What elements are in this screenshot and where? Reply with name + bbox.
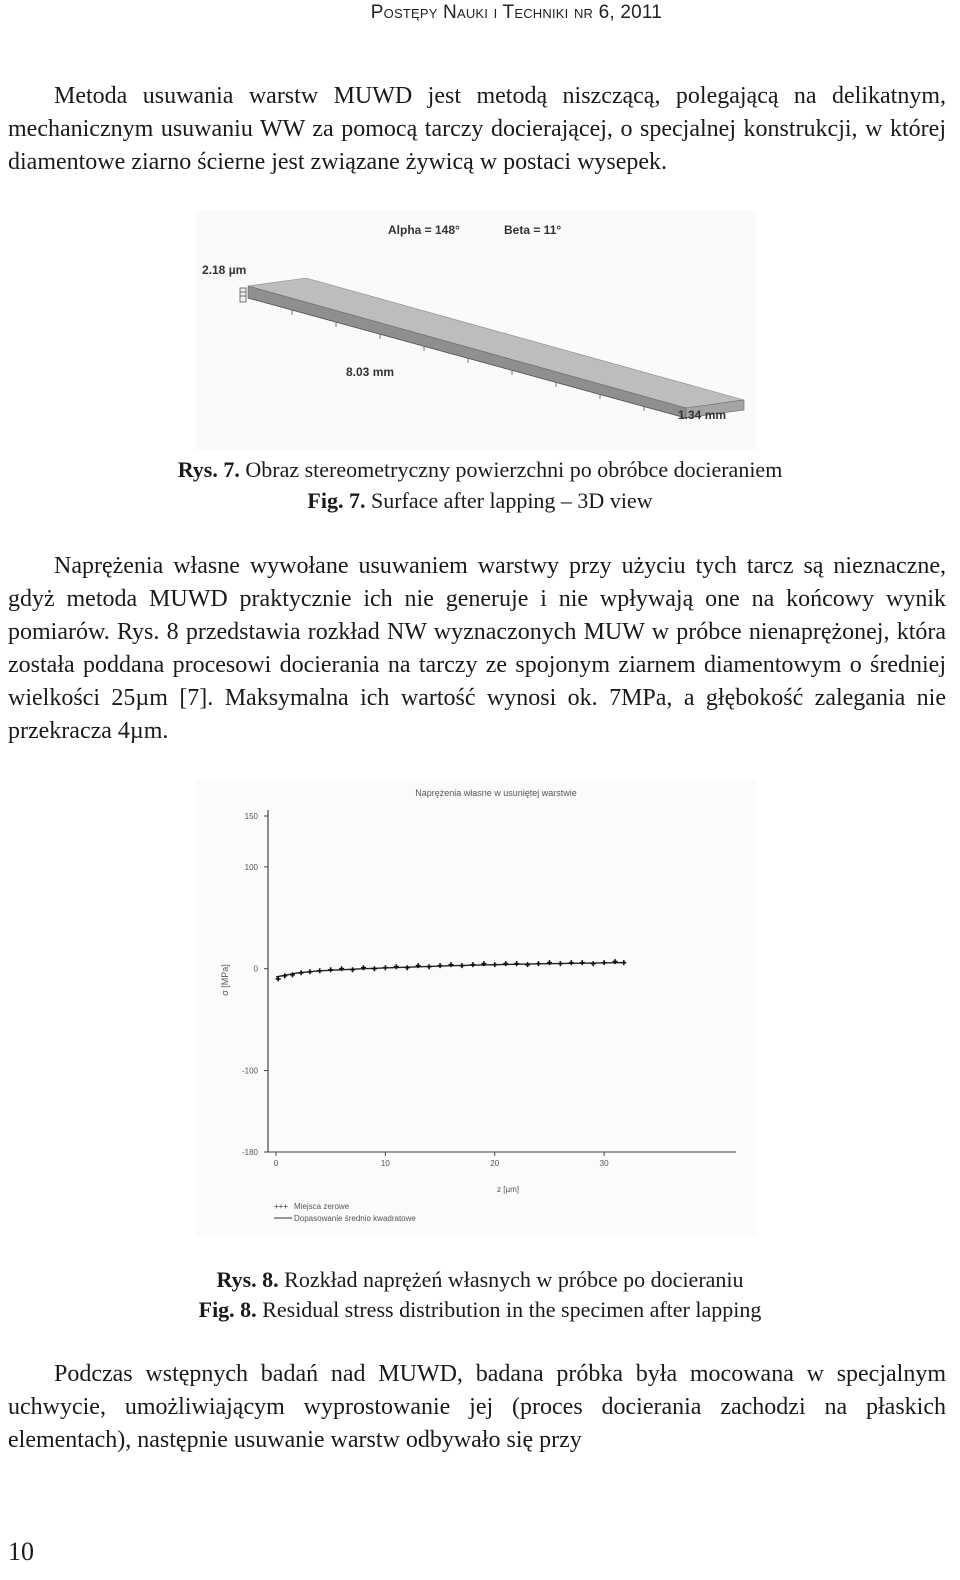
legend-entry-points: Miejsca zerowe bbox=[294, 1202, 350, 1211]
data-point bbox=[282, 973, 287, 978]
legend-entry-fit: Dopasowanie średnio kwadratowe bbox=[294, 1214, 416, 1223]
x-tick-label: 20 bbox=[490, 1159, 500, 1168]
legend bbox=[274, 1202, 416, 1223]
data-point bbox=[525, 962, 530, 967]
data-point bbox=[569, 960, 574, 965]
data-point bbox=[580, 960, 585, 965]
y-tick-label: 0 bbox=[253, 964, 258, 974]
width-label: 1.34 mm bbox=[678, 408, 727, 422]
page-number: 10 bbox=[8, 1537, 34, 1566]
x-axis-label: z [µm] bbox=[497, 1185, 519, 1194]
data-point bbox=[470, 962, 475, 967]
height-label: 2.18 µm bbox=[202, 263, 247, 277]
height-scale bbox=[240, 288, 246, 302]
y-tick-label: -180 bbox=[241, 1148, 258, 1157]
data-point bbox=[299, 970, 304, 975]
data-point bbox=[459, 963, 464, 968]
caption-text: Surface after lapping – 3D view bbox=[365, 488, 653, 513]
caption-number: Fig. 8. bbox=[198, 1297, 257, 1322]
data-point bbox=[317, 968, 322, 973]
alpha-label: Alpha = 148° bbox=[388, 223, 460, 237]
beta-label: Beta = 11° bbox=[504, 223, 562, 237]
data-point bbox=[621, 960, 626, 965]
data-point bbox=[514, 961, 519, 966]
slab-top-face bbox=[248, 278, 744, 408]
data-point bbox=[536, 961, 541, 966]
caption-text: Rozkład naprężeń własnych w próbce po docieraniu bbox=[278, 1267, 744, 1292]
paragraph-1-text: Metoda usuwania warstw MUWD jest metodą niszczącą, polegającą na delikatnym, mechanicznym usuwaniu WW za pomocą tarczy docierającej, o specjalnej konstrukcji, w której diamentowe ziarno ścierne jest związane żywicą w postaci wysepek. bbox=[8, 83, 946, 175]
data-point bbox=[438, 963, 443, 968]
y-tick-label: -100 bbox=[241, 1066, 258, 1076]
x-tick-label: 30 bbox=[599, 1159, 609, 1168]
caption-number: Rys. 7. bbox=[177, 457, 240, 482]
caption-number: Rys. 8. bbox=[216, 1267, 279, 1292]
data-point bbox=[427, 964, 432, 969]
data-point bbox=[558, 961, 563, 966]
caption-number: Fig. 7. bbox=[307, 488, 366, 513]
caption-text: Residual stress distribution in the specimen after lapping bbox=[256, 1297, 762, 1322]
paragraph-3-text: Podczas wstępnych badań nad MUWD, badana próbka była mocowana w specjalnym uchwycie, umożliwiającym wyprostowanie jej (proces docierania zachodzi na płaskich elementach), następnie usuwanie warstw odbywało się przy bbox=[8, 1361, 946, 1453]
paragraph-2 bbox=[8, 550, 946, 748]
data-point bbox=[394, 964, 399, 969]
length-ruler bbox=[248, 298, 686, 418]
figure-7-caption-en bbox=[0, 486, 960, 516]
data-point bbox=[492, 962, 497, 967]
data-point bbox=[307, 969, 312, 974]
data-point bbox=[591, 961, 596, 966]
figure-7-caption-pl bbox=[0, 455, 960, 485]
figure-8-caption-en bbox=[0, 1295, 960, 1325]
y-tick-label: 150 bbox=[244, 812, 258, 821]
paragraph-1 bbox=[8, 80, 946, 179]
figure-7-image bbox=[196, 210, 756, 450]
chart-title: Naprężenia własne w usuniętej warstwie bbox=[415, 788, 577, 798]
y-axis-label: σ [MPa] bbox=[220, 964, 230, 996]
x-tick-label: 0 bbox=[273, 1159, 279, 1168]
length-label: 8.03 mm bbox=[346, 365, 395, 379]
data-point bbox=[405, 965, 410, 970]
data-point bbox=[328, 967, 333, 972]
running-head: Postępy Nauki i Techniki nr 6, 2011 bbox=[370, 2, 662, 23]
slab-front-face bbox=[248, 286, 686, 418]
x-tick-label: 10 bbox=[380, 1159, 390, 1168]
figure-8-caption-pl bbox=[0, 1265, 960, 1295]
caption-text: Obraz stereometryczny powierzchni po obróbce docieraniem bbox=[239, 457, 783, 482]
data-point bbox=[503, 961, 508, 966]
y-tick-label: 100 bbox=[244, 862, 258, 872]
data-point bbox=[350, 967, 355, 972]
paragraph-3 bbox=[8, 1358, 946, 1457]
data-point bbox=[602, 960, 607, 965]
paragraph-2-text: Naprężenia własne wywołane usuwaniem warstwy przy użyciu tych tarcz są nieznaczne, gdyż metoda MUWD praktycznie ich nie generuje i nie wpływają one na końcowy wynik pomiarów. Rys. 8 przedstawia rozkład NW wyznaczonych MUW w próbce nienaprężonej, która została poddana procesowi docierania na tarczy ze spojonym ziarnem diamentowym o średniej wielkości 25µm [7]. Maksymalna ich wartość wynosi ok. 7MPa, a głębokość zalegania nie przekracza 4µm. bbox=[8, 553, 946, 744]
legend-marker-points: +++ bbox=[274, 1202, 289, 1211]
data-point bbox=[383, 965, 388, 970]
data-point bbox=[372, 966, 377, 971]
figure-8-chart bbox=[196, 780, 756, 1235]
